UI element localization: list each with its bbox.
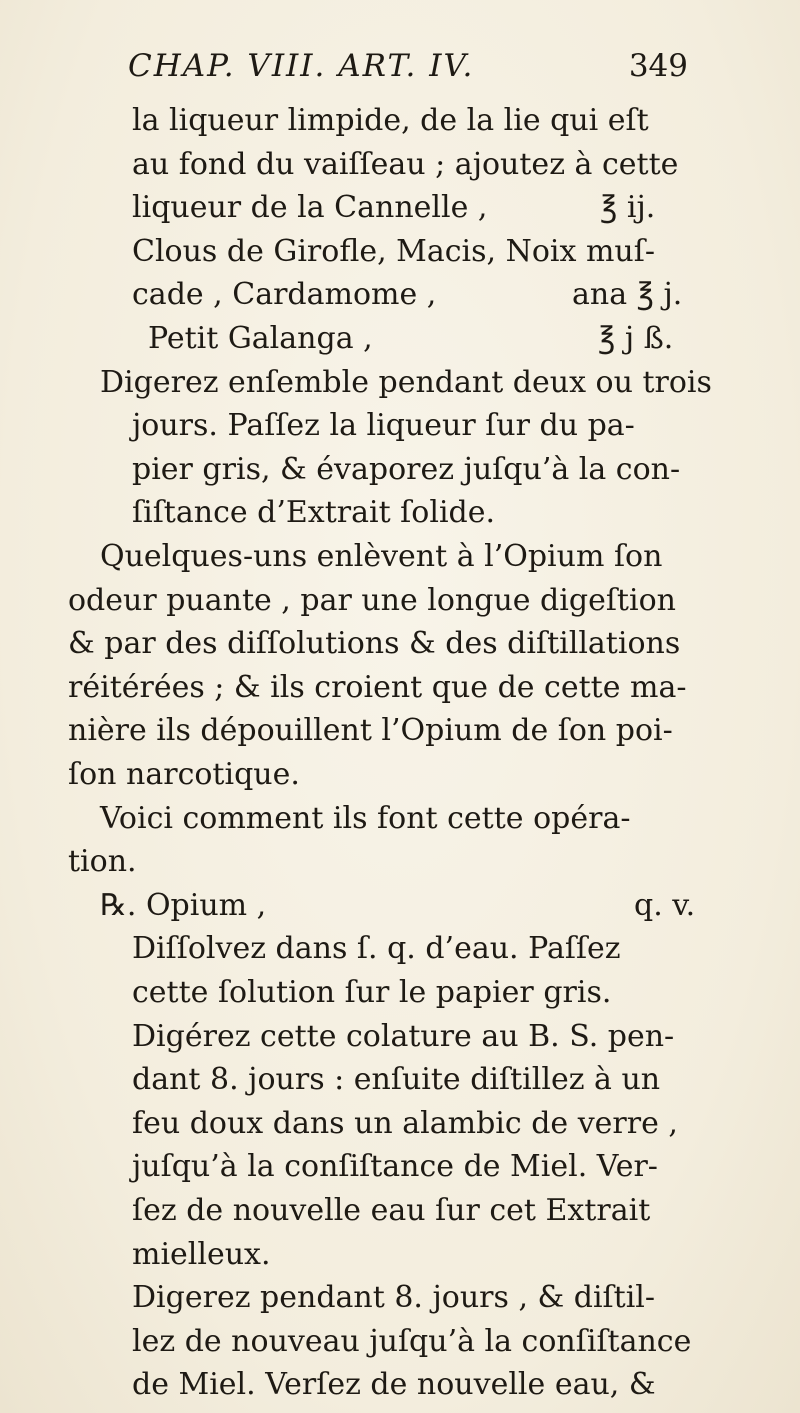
text-line: pier gris, & évaporez juſqu’à la con- [132, 451, 681, 487]
text-line: lez de nouveau juſqu’à la conſiſtance [132, 1323, 692, 1359]
text-line: ℞. Opium , [100, 887, 267, 923]
text-line: nière ils dépouillent l’Opium de ſon poi- [68, 713, 673, 749]
text-line: liqueur de la Cannelle , [132, 190, 488, 226]
text-line: cade , Cardamome , [132, 277, 437, 313]
text-line: réitérées ; & ils croient que de cette ma- [68, 669, 687, 705]
text-line: cette ſolution ſur le papier gris. [132, 975, 612, 1010]
page-number: 349 [628, 48, 688, 84]
text-line: Voici comment ils font cette opéra- [100, 800, 631, 836]
text-line: odeur puante , par une longue digeſtion [68, 582, 676, 618]
text-line: ſon narcotique. [68, 757, 300, 792]
running-title: CHAP. VIII. ART. IV. [128, 48, 475, 84]
text-line: la liqueur limpide, de la lie qui eſt [132, 103, 649, 138]
text-line: juſqu’à la conſiſtance de Miel. Ver- [132, 1149, 658, 1185]
text-line: ſiſtance d’Extrait ſolide. [132, 495, 496, 531]
quantity-opium: q. v. [634, 887, 696, 923]
text-line: ſez de nouvelle eau ſur cet Extrait [132, 1193, 651, 1228]
text-line: dant 8. jours : enſuite diſtillez à un [132, 1062, 661, 1098]
text-line: Quelques-uns enlèvent à l’Opium ſon [100, 539, 663, 574]
running-header [128, 42, 688, 92]
text-line: au fond du vaiſſeau ; ajoutez à cette [132, 146, 679, 182]
text-line: Digérez cette colature au B. S. pen- [132, 1018, 675, 1054]
quantity-galanga: ℥ j ß. [598, 321, 674, 356]
text-line: Digerez enſemble pendant deux ou trois [100, 364, 712, 400]
text-line: tion. [68, 844, 137, 880]
text-line: feu doux dans un alambic de verre , [132, 1105, 678, 1141]
text-line: Diſſolvez dans ſ. q. d’eau. Paſſez [132, 931, 621, 967]
text-line: mielleux. [132, 1236, 271, 1272]
text-line: jours. Paſſez la liqueur ſur du pa- [132, 408, 635, 444]
text-line: Petit Galanga , [148, 321, 373, 356]
text-line: Clous de Girofle, Macis, Noix muſ- [132, 233, 655, 269]
text-line: & par des diſſolutions & des diſtillations [68, 626, 681, 662]
text-line: Digerez pendant 8. jours , & diſtil- [132, 1280, 656, 1316]
text-line: de Miel. Verſez de nouvelle eau, & [132, 1367, 656, 1403]
quantity-cannelle: ℥ ij. [600, 190, 656, 226]
quantity-ana: ana ℥ j. [572, 277, 683, 313]
